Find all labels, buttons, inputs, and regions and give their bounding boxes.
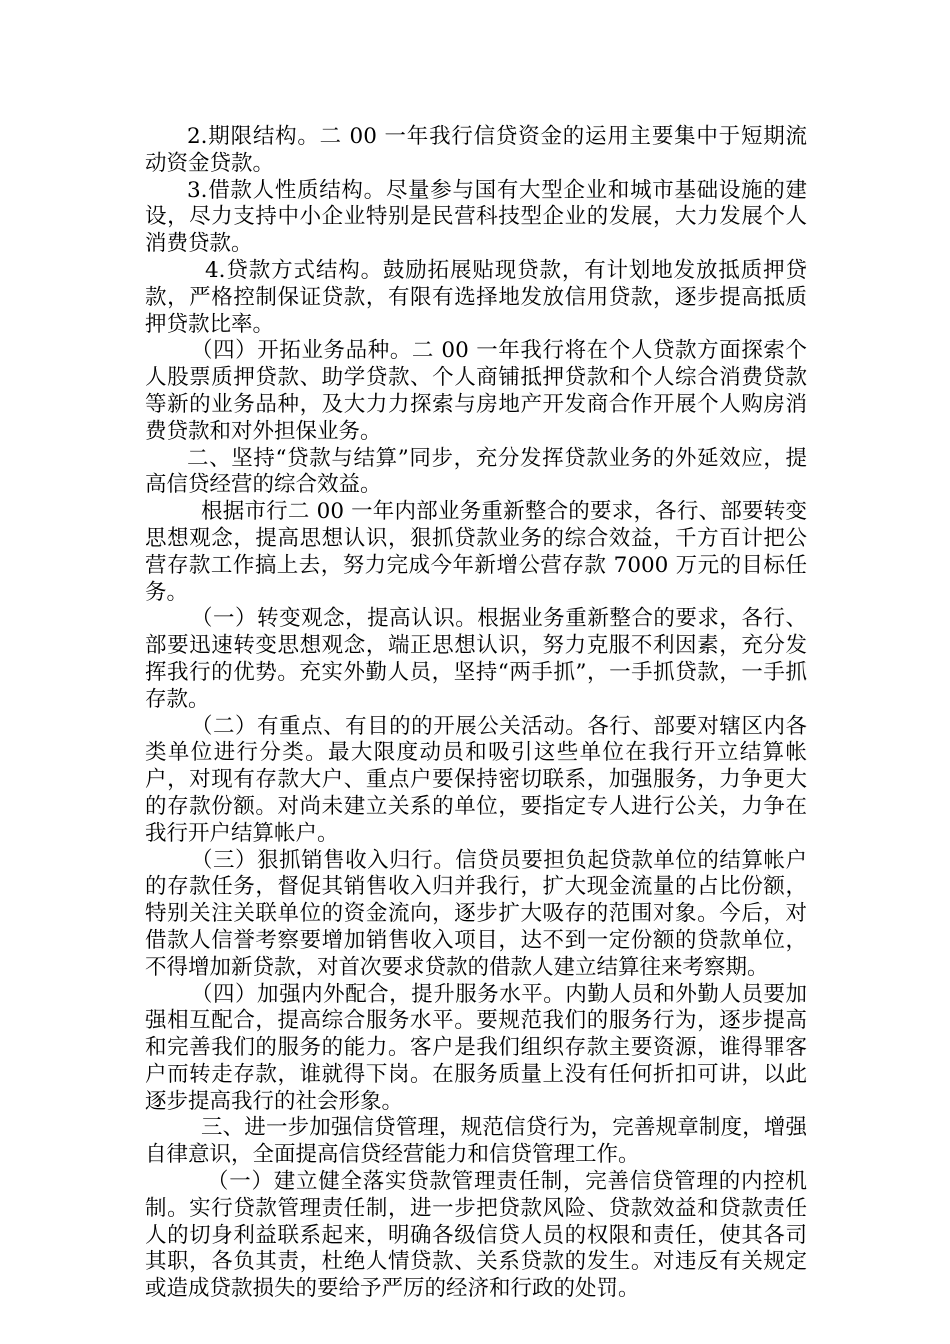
paragraph-business-varieties: （四）开拓业务品种。二 00 一年我行将在个人贷款方面探索个人股票质押贷款、助学贷款、个人商铺抵押贷款和个人综合消费贷款等新的业务品种，及大力力探索与房地产开发商合作开展个人购房消费贷款和对外担保业务。	[145, 338, 807, 444]
document-body	[145, 124, 807, 1303]
paragraph-term-structure: 2.期限结构。二 00 一年我行信贷资金的运用主要集中于短期流动资金贷款。	[145, 124, 807, 176]
paragraph-borrower-structure: 3.借款人性质结构。尽量参与国有大型企业和城市基础设施的建设，尽力支持中小企业特别是民营科技型企业的发展，大力发展个人消费贷款。	[145, 177, 807, 257]
paragraph-responsibility-system: （一）建立健全落实贷款管理责任制，完善信贷管理的内控机制。实行贷款管理责任制，进一步把贷款风险、贷款效益和贷款责任人的切身利益联系起来，明确各级信贷人员的权限和责任，使其各司其职，各负其责，杜绝人情贷款、关系贷款的发生。对违反有关规定或造成贷款损失的要给予严厉的经济和行政的处罚。	[145, 1169, 807, 1302]
paragraph-loan-method-structure: 4.贷款方式结构。鼓励拓展贴现贷款，有计划地发放抵质押贷款，严格控制保证贷款，有限有选择地发放信用贷款，逐步提高抵质押贷款比率。	[145, 257, 807, 337]
paragraph-section-two-intro: 根据市行二 00 一年内部业务重新整合的要求，各行、部要转变思想观念，提高思想认识，狠抓贷款业务的综合效益，千方百计把公营存款工作搞上去，努力完成今年新增公营存款 7000 万元的目标任务。	[145, 499, 807, 605]
paragraph-service-level: （四）加强内外配合，提升服务水平。内勤人员和外勤人员要加强相互配合，提高综合服务水平。要规范我们的服务行为，逐步提高和完善我们的服务的能力。客户是我们组织存款主要资源，谁得罪客户而转走存款，谁就得下岗。在服务质量上没有任何折扣可讲，以此逐步提高我行的社会形象。	[145, 981, 807, 1114]
paragraph-section-three-heading: 三、进一步加强信贷管理，规范信贷行为，完善规章制度，增强自律意识，全面提高信贷经营能力和信贷管理工作。	[145, 1115, 807, 1168]
paragraph-section-two-heading: 二、坚持“贷款与结算”同步，充分发挥贷款业务的外延效应，提高信贷经营的综合效益。	[145, 445, 807, 498]
paragraph-sales-revenue: （三）狠抓销售收入归行。信贷员要担负起贷款单位的结算帐户的存款任务，督促其销售收入归并我行，扩大现金流量的占比份额，特别关注关联单位的资金流向，逐步扩大吸存的范围对象。今后，对借款人信誉考察要增加销售收入项目，达不到一定份额的贷款单位，不得增加新贷款，对首次要求贷款的借款人建立结算往来考察期。	[145, 847, 807, 980]
paragraph-public-relations: （二）有重点、有目的的开展公关活动。各行、部要对辖区内各类单位进行分类。最大限度动员和吸引这些单位在我行开立结算帐户，对现有存款大户、重点户要保持密切联系，加强服务，力争更大的存款份额。对尚未建立关系的单位，要指定专人进行公关，力争在我行开户结算帐户。	[145, 713, 807, 846]
paragraph-change-concepts: （一）转变观念，提高认识。根据业务重新整合的要求，各行、部要迅速转变思想观念，端正思想认识，努力克服不利因素，充分发挥我行的优势。充实外勤人员，坚持“两手抓”，一手抓贷款，一手抓存款。	[145, 606, 807, 712]
